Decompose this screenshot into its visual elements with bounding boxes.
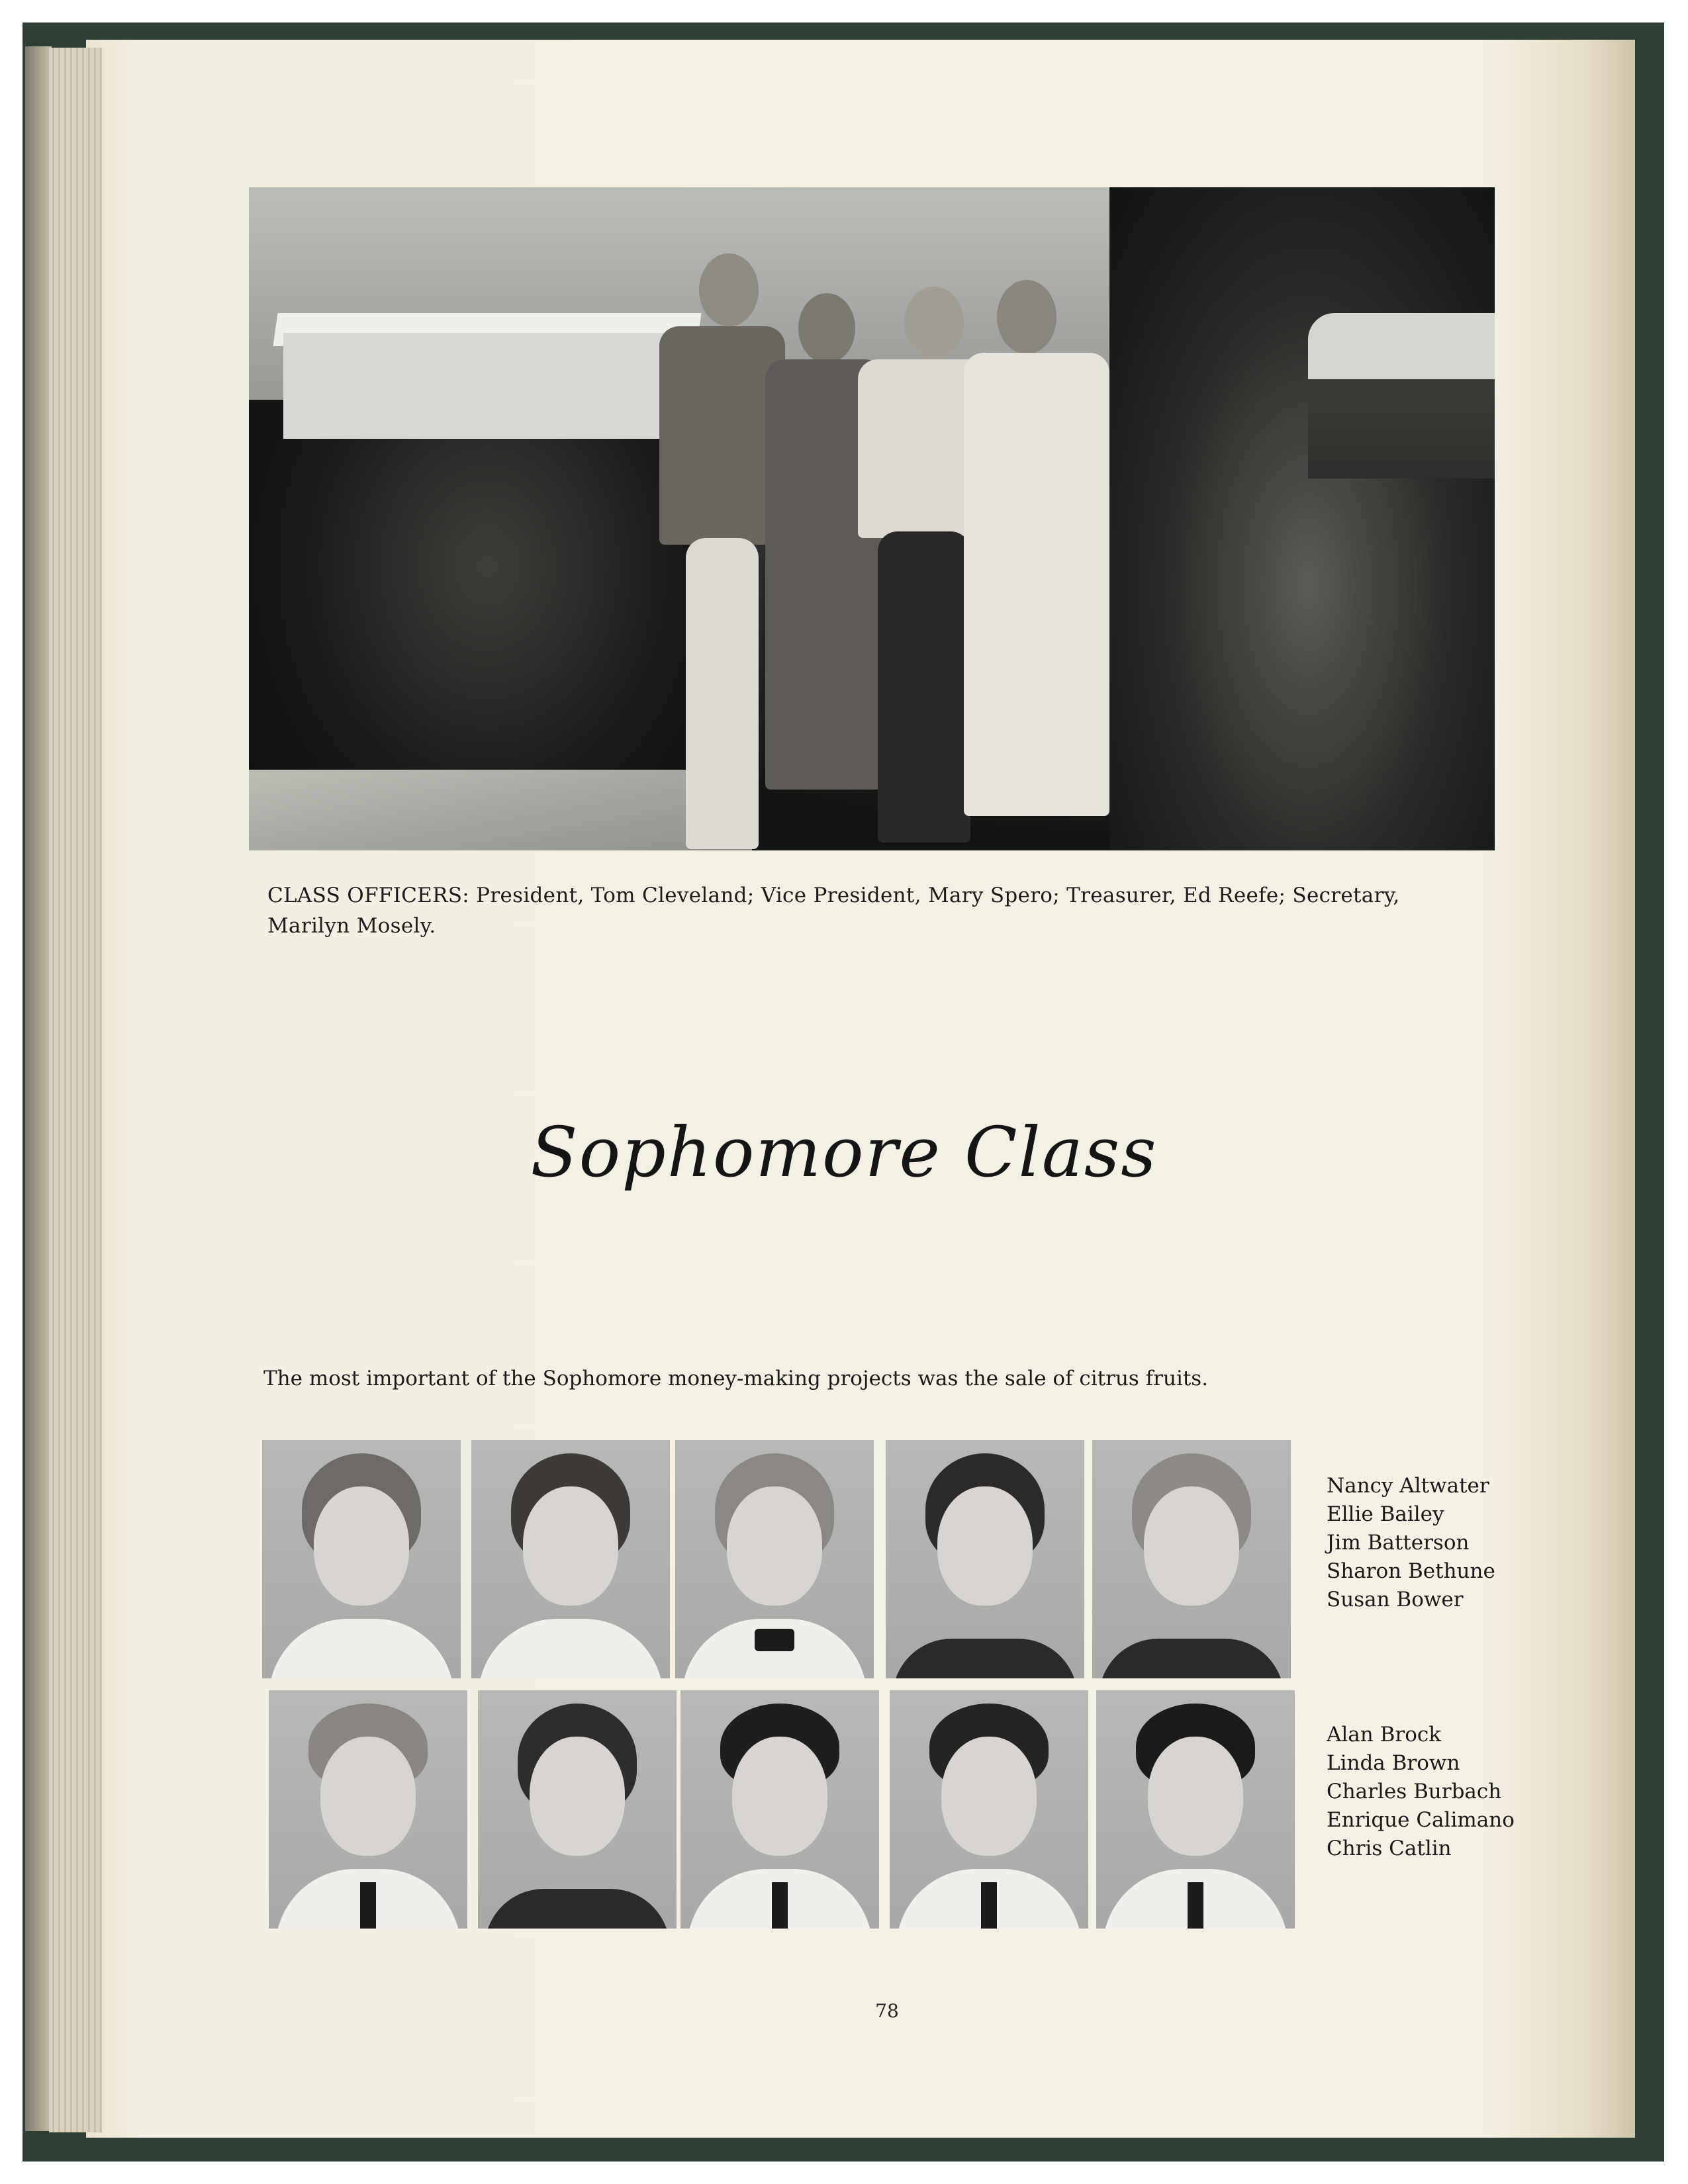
person-head xyxy=(904,287,964,359)
person-legs xyxy=(878,531,970,842)
row1-names xyxy=(1327,1472,1495,1614)
portrait-alan-brock xyxy=(269,1690,467,1929)
book-spine xyxy=(25,46,52,2131)
portrait-sweater xyxy=(485,1889,670,1929)
portrait-jim-batterson xyxy=(675,1440,874,1678)
photo-school-bus xyxy=(1308,313,1495,478)
portrait-collar xyxy=(478,1619,663,1678)
portrait-chris-catlin xyxy=(1096,1690,1295,1929)
portrait-susan-bower xyxy=(1092,1440,1291,1678)
portrait-tie xyxy=(772,1882,788,1929)
portrait-charles-burbach xyxy=(680,1690,879,1929)
person-legs xyxy=(686,538,759,849)
person-body xyxy=(964,353,1109,816)
person-head xyxy=(997,280,1056,354)
portrait-sharon-bethune xyxy=(886,1440,1084,1678)
portrait-face xyxy=(1144,1486,1239,1606)
name-label: Nancy Altwater xyxy=(1327,1474,1489,1498)
person-head xyxy=(798,293,855,363)
portrait-sweater xyxy=(892,1639,1078,1678)
portrait-face xyxy=(523,1486,618,1606)
name-label: Ellie Bailey xyxy=(1327,1502,1444,1526)
name-label: Enrique Calimano xyxy=(1327,1808,1515,1832)
name-label: Susan Bower xyxy=(1327,1588,1464,1612)
name-label: Sharon Bethune xyxy=(1327,1559,1495,1583)
portrait-face xyxy=(320,1737,416,1856)
portrait-enrique-calimano xyxy=(890,1690,1088,1929)
person-head xyxy=(699,253,759,326)
photo-walkway xyxy=(249,770,752,850)
portrait-face xyxy=(732,1737,827,1856)
portrait-bow-tie xyxy=(755,1629,794,1651)
intro-text: The most important of the Sophomore money-making projects was the sale of citrus fruits. xyxy=(263,1367,1209,1390)
portrait-face xyxy=(314,1486,409,1606)
portrait-tie xyxy=(360,1882,376,1929)
portrait-tie xyxy=(981,1882,997,1929)
portrait-face xyxy=(530,1737,625,1856)
photo-foliage-right xyxy=(1109,187,1495,850)
portrait-face xyxy=(941,1737,1037,1856)
name-label: Alan Brock xyxy=(1327,1723,1442,1747)
photo-caption: CLASS OFFICERS: President, Tom Cleveland; Vice President, Mary Spero; Treasurer, Ed Reefe; Secretary, Marilyn Mosely. xyxy=(267,884,1400,938)
class-officers-photo xyxy=(249,187,1495,850)
name-label: Chris Catlin xyxy=(1327,1837,1452,1860)
name-label: Jim Batterson xyxy=(1327,1531,1470,1555)
row2-names xyxy=(1327,1721,1515,1863)
name-label: Charles Burbach xyxy=(1327,1780,1502,1803)
name-label: Linda Brown xyxy=(1327,1751,1460,1775)
page-number: 78 xyxy=(875,2000,899,2022)
portrait-nancy-altwater xyxy=(262,1440,461,1678)
portrait-collar xyxy=(269,1619,454,1678)
portrait-face xyxy=(727,1486,822,1606)
page-title: Sophomore Class xyxy=(530,1112,1158,1193)
portrait-ellie-bailey xyxy=(471,1440,670,1678)
portrait-linda-brown xyxy=(478,1690,677,1929)
portrait-tie xyxy=(1188,1882,1203,1929)
page-edges xyxy=(49,48,102,2132)
portrait-face xyxy=(937,1486,1033,1606)
portrait-face xyxy=(1148,1737,1243,1856)
portrait-sweater xyxy=(1099,1639,1284,1678)
